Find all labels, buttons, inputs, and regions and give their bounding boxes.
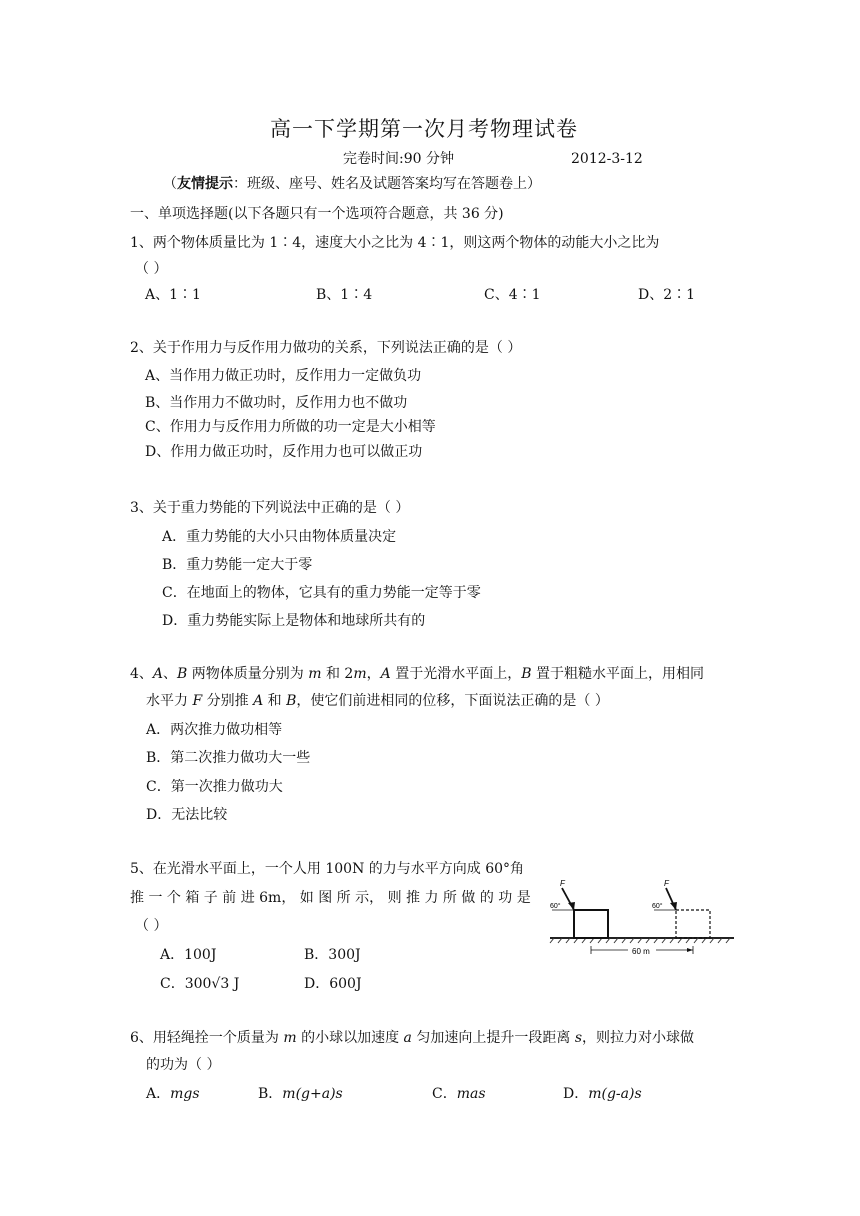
q4-text: ，使它们前进相同的位移，下面说法正确的是（ ） bbox=[296, 693, 609, 709]
q5-option-a: A．100J bbox=[160, 947, 217, 963]
q1-option-d: D、2∶1 bbox=[638, 287, 696, 303]
q3-option-c: C．在地面上的物体，它具有的重力势能一定等于零 bbox=[162, 585, 481, 601]
q4-text: 两物体质量分别为 bbox=[187, 666, 309, 682]
q6-option-b-prefix: B． bbox=[258, 1086, 283, 1102]
q5-stem-line1: 5、在光滑水平面上，一个人用 100N 的力与水平方向成 60°角 bbox=[130, 861, 525, 877]
q1-stem: 1、两个物体质量比为 1∶4，速度大小之比为 4∶1，则这两个物体的动能大小之比为 bbox=[130, 235, 660, 251]
q6-stem-line1 bbox=[130, 1029, 694, 1047]
q4-option-c: C．第一次推力做功大 bbox=[146, 779, 283, 795]
q6-text: ，则拉力对小球做 bbox=[582, 1030, 694, 1046]
q6-option-b-formula: m(g+a)s bbox=[282, 1086, 343, 1102]
q4-var-a: A bbox=[380, 666, 391, 682]
q6-text: 匀加速向上提升一段距离 bbox=[411, 1030, 575, 1046]
q6-option-a bbox=[146, 1085, 200, 1103]
force-label-right: F bbox=[664, 879, 669, 888]
force-arrowhead-right bbox=[670, 902, 677, 910]
q4-option-b: B．第二次推力做功大一些 bbox=[146, 750, 311, 766]
q2-option-b: B、当作用力不做功时，反作用力也不做功 bbox=[145, 395, 408, 411]
q4-var-a: A bbox=[152, 666, 164, 682]
q6-var-a: a bbox=[403, 1030, 412, 1046]
q6-var-m: m bbox=[283, 1030, 297, 1046]
q4-option-a: A．两次推力做功相等 bbox=[146, 722, 283, 738]
q4-text: 水平力 bbox=[146, 693, 193, 709]
q6-text: 的小球以加速度 bbox=[296, 1030, 404, 1046]
q1-option-c: C、4∶1 bbox=[484, 287, 541, 303]
q5-option-c: C．300√3 J bbox=[160, 976, 240, 992]
q6-text: 6、用轻绳拴一个质量为 bbox=[130, 1030, 284, 1046]
q4-var-a: A bbox=[253, 693, 264, 709]
q1-answer-blank: （ ） bbox=[135, 261, 168, 277]
q2-option-c: C、作用力与反作用力所做的功一定是大小相等 bbox=[145, 419, 436, 435]
q5-stem-line2: 推 一 个 箱 子 前 进 6m， 如 图 所 示， 则 推 力 所 做 的 功 是 bbox=[130, 890, 531, 906]
q6-stem-line2: 的功为（ ） bbox=[146, 1057, 221, 1073]
q4-text: 置于粗糙水平面上，用相同 bbox=[531, 666, 704, 682]
q4-var-m: m bbox=[308, 666, 322, 682]
q4-var-m: m bbox=[353, 666, 367, 682]
friendly-tip bbox=[163, 175, 541, 193]
tip-bold: 友情提示 bbox=[177, 176, 233, 192]
exam-date: 2012-3-12 bbox=[571, 151, 643, 167]
q4-text: ， bbox=[366, 666, 381, 682]
force-arrowhead-left bbox=[568, 902, 575, 910]
q6-option-c bbox=[432, 1085, 486, 1103]
q4-stem-line1 bbox=[130, 665, 704, 683]
q5-option-d: D．600J bbox=[304, 976, 362, 992]
q4-option-d: D．无法比较 bbox=[146, 807, 228, 823]
box-initial bbox=[574, 910, 608, 938]
q4-text: 和 2 bbox=[321, 666, 354, 682]
q6-option-a-formula: mgs bbox=[170, 1086, 200, 1102]
tip-open: （ bbox=[163, 176, 177, 192]
q4-var-b: B bbox=[521, 666, 532, 682]
q6-option-d bbox=[563, 1085, 642, 1103]
distance-label: 60 m bbox=[632, 947, 650, 956]
q1-option-a: A、1∶1 bbox=[145, 287, 201, 303]
q4-stem-line2 bbox=[146, 692, 609, 710]
q4-var-b: B bbox=[177, 666, 188, 682]
q2-stem: 2、关于作用力与反作用力做功的关系，下列说法正确的是（ ） bbox=[130, 340, 522, 356]
q3-stem: 3、关于重力势能的下列说法中正确的是（ ） bbox=[130, 500, 410, 516]
q6-option-d-formula: m(g-a)s bbox=[588, 1086, 642, 1102]
q4-text: 和 bbox=[263, 693, 287, 709]
q2-option-d: D、作用力做正功时，反作用力也可以做正功 bbox=[145, 444, 423, 460]
angle-label-left: 60° bbox=[550, 903, 561, 910]
exam-time: 完卷时间:90 分钟 bbox=[343, 151, 454, 167]
q3-option-a: A．重力势能的大小只由物体质量决定 bbox=[162, 529, 397, 545]
tip-text: ：班级、座号、姓名及试题答案均写在答题卷上） bbox=[233, 176, 541, 192]
q6-option-b bbox=[258, 1085, 343, 1103]
q6-option-a-prefix: A． bbox=[146, 1086, 171, 1102]
q3-option-d: D．重力势能实际上是物体和地球所共有的 bbox=[162, 613, 426, 629]
q5-answer-blank: （ ） bbox=[135, 918, 168, 934]
q6-option-d-prefix: D． bbox=[563, 1086, 589, 1102]
page-title: 高一下学期第一次月考物理试卷 bbox=[270, 117, 578, 141]
q1-option-b: B、1∶4 bbox=[316, 287, 373, 303]
q4-text: 置于光滑水平面上， bbox=[390, 666, 522, 682]
q4-text: 、 bbox=[163, 666, 178, 682]
q6-option-c-prefix: C． bbox=[432, 1086, 457, 1102]
q4-var-b: B bbox=[286, 693, 297, 709]
q3-option-b: B．重力势能一定大于零 bbox=[162, 557, 313, 573]
q4-text: 分别推 bbox=[202, 693, 254, 709]
q4-text: 4、 bbox=[130, 666, 153, 682]
distance-arrowhead bbox=[687, 948, 693, 952]
section-heading: 一、单项选择题(以下各题只有一个选项符合题意，共 36 分) bbox=[130, 206, 504, 222]
box-push-diagram bbox=[548, 870, 738, 960]
q4-var-f: F bbox=[192, 693, 203, 709]
q5-option-b: B．300J bbox=[304, 947, 361, 963]
force-label-left: F bbox=[560, 879, 565, 888]
angle-label-right: 60° bbox=[652, 903, 663, 910]
q6-option-c-formula: mas bbox=[456, 1086, 486, 1102]
q2-option-a: A、当作用力做正功时，反作用力一定做负功 bbox=[145, 368, 422, 384]
q6-var-s: s bbox=[574, 1030, 582, 1046]
box-final bbox=[676, 910, 710, 938]
